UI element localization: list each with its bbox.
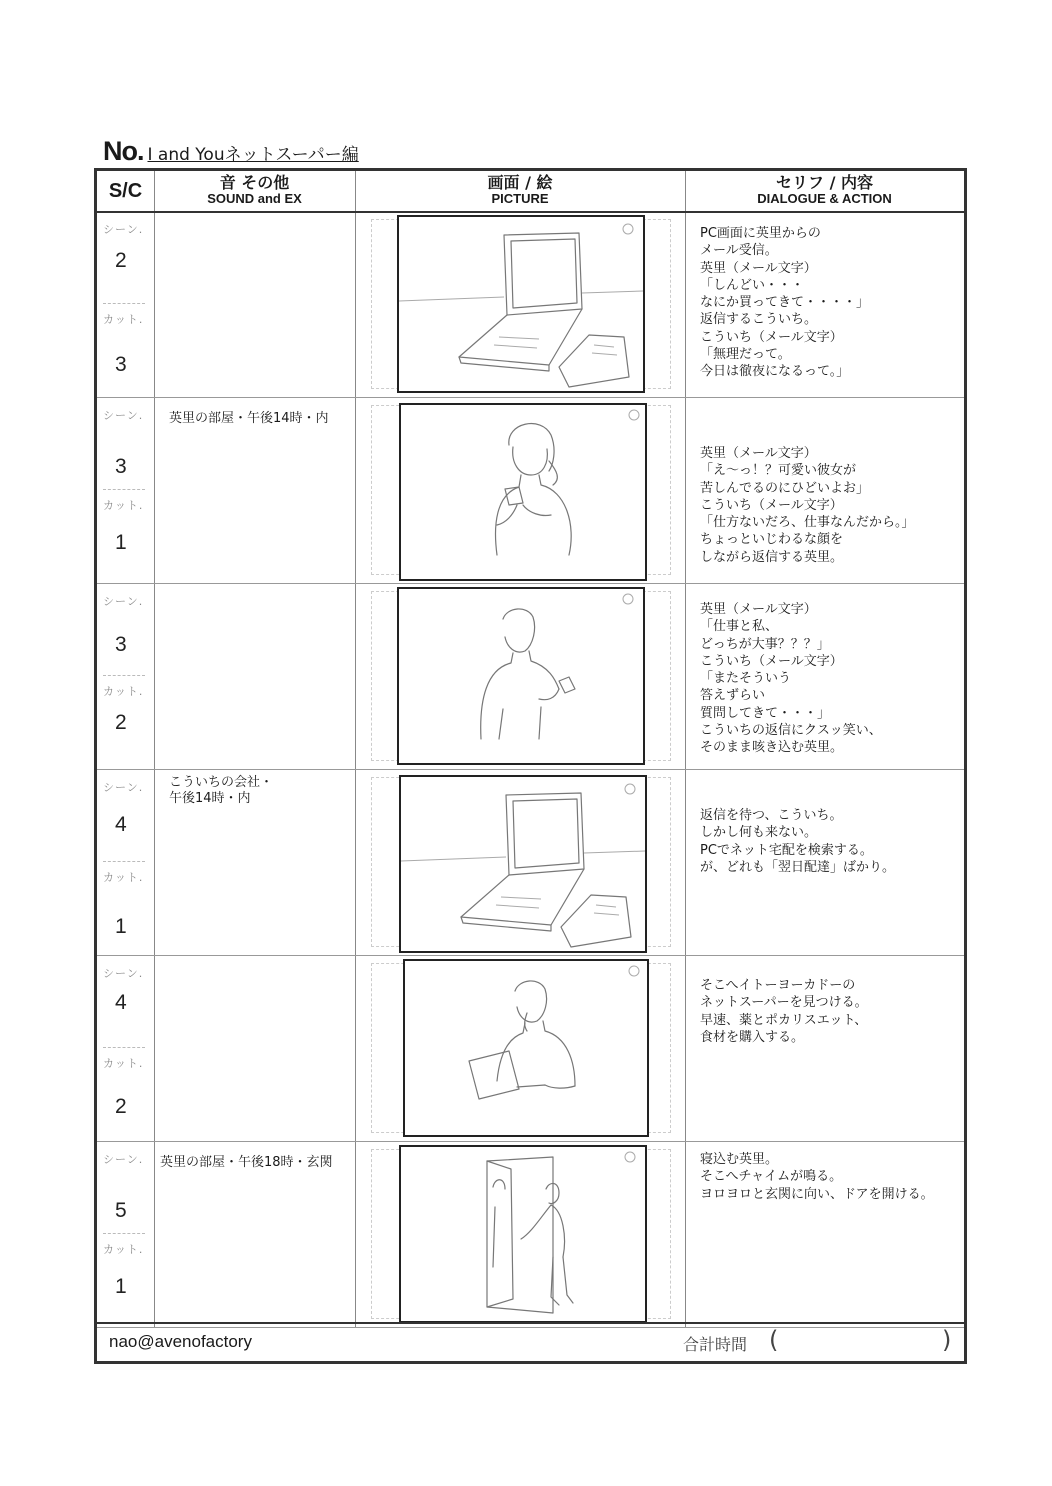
picture-header-en: PICTURE: [491, 190, 549, 206]
dialogue-text: 英里（メール文字） 「仕事と私、 どっちが大事？？？」 こういち（メール文字） 「またそういう 答えずらい 質問してきて・・・」 こういちの返信にクスッ笑い、 そのまま咳き込む英里。: [700, 602, 882, 756]
dialogue-header-jp: セリフ / 内容: [776, 173, 873, 192]
sound-header-en: SOUND and EX: [207, 190, 302, 206]
laptop-icon: [401, 777, 645, 951]
author-email: nao@avenofactory: [109, 1332, 252, 1351]
total-time-label: 合計時間: [683, 1335, 748, 1354]
dialogue-text: 英里（メール文字） 「え～っ！？可愛い彼女が 苦しんでるのにひどいよお」 こういち（メール文字） 「仕方ないだろ、仕事なんだから。」 ちょっといじわるな顔を しながら返信する英里。: [700, 446, 915, 565]
picture-cell: [355, 211, 685, 397]
picture-header-jp: 画面 / 絵: [487, 173, 553, 192]
column-header: [97, 171, 964, 213]
table-row: [97, 583, 964, 770]
storyboard-sheet: [94, 168, 967, 1364]
scene-label: シーン.: [103, 595, 144, 608]
dialogue-header-en: DIALOGUE & ACTION: [757, 190, 892, 206]
door-visit-icon: [401, 1147, 645, 1321]
picture-cell: [355, 1141, 685, 1327]
man-with-phone-icon: [399, 589, 643, 763]
dialogue-text: そこへイトーヨーカドーの ネットスーパーを見つける。 早速、薬とポカリスエット、 食材を購入する。: [700, 978, 868, 1045]
cut-number: 2: [115, 711, 127, 734]
laptop-icon: [399, 217, 643, 391]
sc-divider: [103, 303, 145, 304]
scene-label: シーン.: [103, 1153, 144, 1166]
picture-frame: [399, 403, 647, 581]
scene-label: シーン.: [103, 409, 144, 422]
cut-number: 1: [115, 1275, 127, 1298]
episode-title: I and Youネットスーパー編: [147, 145, 359, 165]
sc-cell: [97, 769, 154, 955]
picture-cell: [355, 583, 685, 769]
cut-number: 1: [115, 531, 127, 554]
sc-cell: [97, 211, 154, 397]
storyboard-title: [103, 136, 359, 167]
scene-number: 2: [115, 249, 127, 272]
total-time-close: ): [942, 1326, 952, 1354]
cut-label: カット.: [103, 499, 144, 512]
table-row: [97, 1141, 964, 1328]
cut-label: カット.: [103, 685, 144, 698]
dialogue-header: [685, 171, 964, 211]
sc-cell: [97, 583, 154, 769]
picture-frame: [403, 959, 649, 1137]
dialogue-text: 寝込む英里。 そこへチャイムが鳴る。 ヨロヨロと玄関に向い、ドアを開ける。: [700, 1152, 934, 1202]
picture-frame: [397, 587, 645, 765]
sc-cell: [97, 955, 154, 1141]
sc-cell: [97, 397, 154, 583]
sc-divider: [103, 675, 145, 676]
cut-label: カット.: [103, 313, 144, 326]
picture-frame: [399, 1145, 647, 1323]
picture-cell: [355, 769, 685, 955]
total-time-open: (: [769, 1326, 779, 1354]
sc-divider: [103, 861, 145, 862]
picture-frame: [399, 775, 647, 953]
cut-label: カット.: [103, 871, 144, 884]
cut-number: 1: [115, 915, 127, 938]
no-label: No.: [103, 136, 144, 166]
sound-note: 英里の部屋・午後18時・玄関: [160, 1155, 333, 1170]
scene-number: 5: [115, 1199, 127, 1222]
cut-number: 2: [115, 1095, 127, 1118]
sound-header-jp: 音 その他: [219, 173, 290, 192]
cut-number: 3: [115, 353, 127, 376]
scene-number: 4: [115, 991, 127, 1014]
footer: [97, 1322, 964, 1361]
picture-cell: [355, 397, 685, 583]
scene-number: 4: [115, 813, 127, 836]
scene-label: シーン.: [103, 223, 144, 236]
picture-frame: [397, 215, 645, 393]
scene-number: 3: [115, 455, 127, 478]
picture-header: [355, 171, 685, 211]
dialogue-text: 返信を待つ、こういち。 しかし何も来ない。 PCでネット宅配を検索する。 が、どれも「翌日配達」ばかり。: [700, 808, 896, 875]
cut-label: カット.: [103, 1243, 144, 1256]
dialogue-text: PC画面に英里からの メール受信。 英里（メール文字） 「しんどい・・・ なにか買ってきて・・・・」 返信するこういち。 こういち（メール文字） 「無理だって。 今日は徹夜になるって。」: [700, 226, 870, 380]
table-row: [97, 211, 964, 398]
cut-label: カット.: [103, 1057, 144, 1070]
scene-label: シーン.: [103, 967, 144, 980]
table-row: [97, 769, 964, 956]
sc-divider: [103, 489, 145, 490]
sound-note: こういちの会社・ 午後14時・内: [169, 775, 274, 807]
sound-header: [154, 171, 355, 211]
picture-cell: [355, 955, 685, 1141]
scene-label: シーン.: [103, 781, 144, 794]
sound-note: 英里の部屋・午後14時・内: [169, 411, 329, 426]
woman-with-phone-icon: [401, 405, 645, 579]
scene-number: 3: [115, 633, 127, 656]
table-row: [97, 955, 964, 1142]
sc-divider: [103, 1233, 145, 1234]
sc-divider: [103, 1047, 145, 1048]
sc-cell: [97, 1141, 154, 1327]
table-row: [97, 397, 964, 584]
sc-header: S/C: [108, 180, 143, 202]
man-with-tablet-icon: [405, 961, 647, 1135]
